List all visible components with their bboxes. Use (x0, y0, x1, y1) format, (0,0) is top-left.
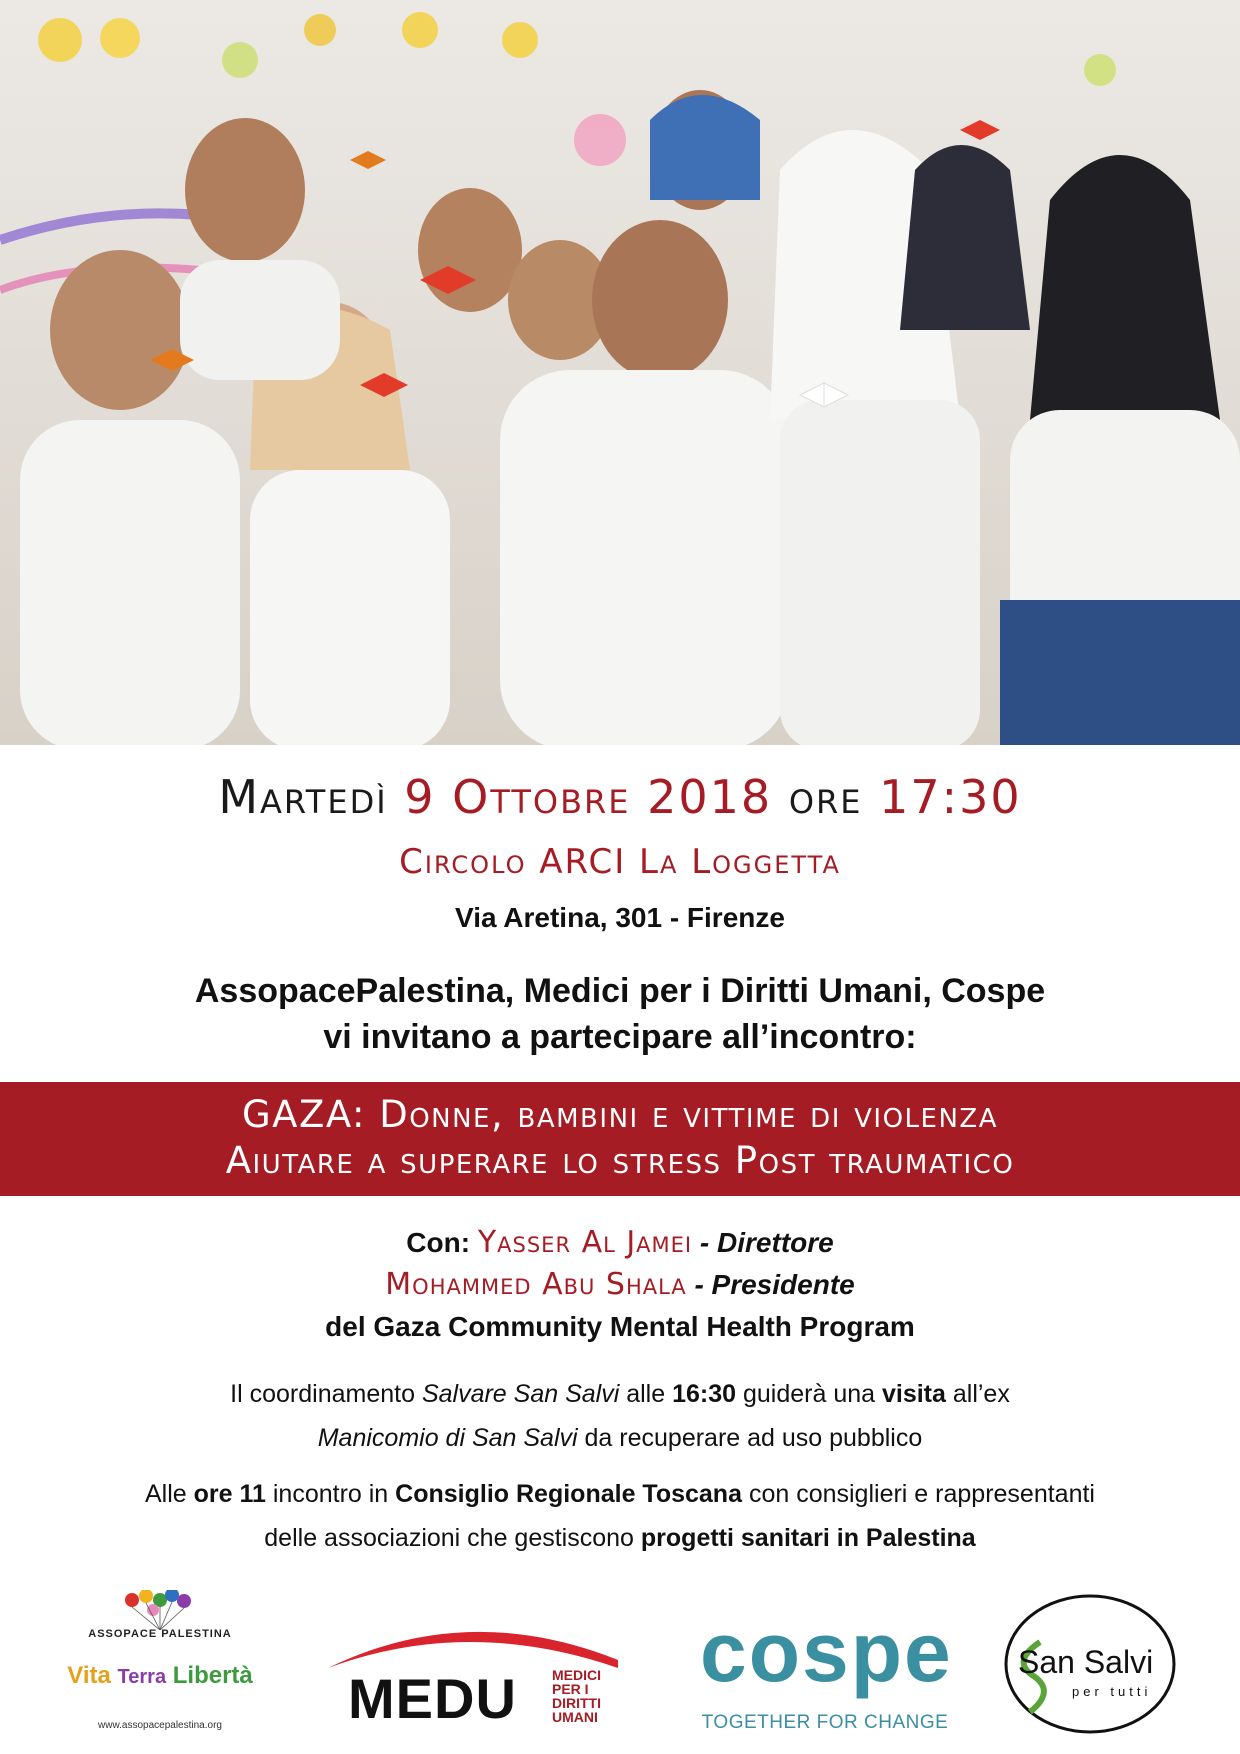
visit-line-1 (0, 1372, 1240, 1416)
medu-sub-3: DIRITTI (552, 1695, 601, 1711)
assopace-logo (60, 1590, 260, 1740)
visit-text: all’ex (945, 1380, 1010, 1408)
motto-liberta: Libertà (172, 1662, 253, 1689)
visit-text: alle (619, 1380, 673, 1408)
motto-terra: Terra (117, 1666, 167, 1688)
event-time: 17:30 (879, 770, 1022, 824)
visit-time: 16:30 (672, 1380, 737, 1408)
hero-photo (0, 0, 1240, 745)
assopace-title: ASSOPACE PALESTINA (88, 1628, 232, 1640)
medu-logo (318, 1610, 638, 1740)
invitation-text (0, 968, 1240, 1060)
sansalvi-tagline: per tutti (1072, 1684, 1152, 1699)
medu-sub-1: MEDICI (552, 1667, 601, 1683)
assopace-motto (60, 1662, 260, 1690)
motto-vita: Vita (67, 1662, 111, 1689)
speaker-organization: del Gaza Community Mental Health Program (325, 1311, 915, 1342)
title-banner (0, 1082, 1240, 1196)
medu-sub-4: UMANI (552, 1709, 598, 1725)
sansalvi-logo (1000, 1592, 1180, 1737)
banner-line-1: GAZA: Donne, bambini e vittime di violenza (241, 1093, 999, 1136)
sansalvi-wordmark: San Salvi (1018, 1644, 1154, 1680)
event-date: 9 Ottobre 2018 (404, 770, 773, 824)
speaker-line-1 (0, 1222, 1240, 1264)
medu-subtitle (552, 1668, 601, 1724)
speaker-2-name: Mohammed Abu Shala (385, 1267, 687, 1302)
cospe-wordmark: cospe (700, 1605, 953, 1699)
group-photo-illustration (0, 0, 1240, 745)
meeting-text: incontro in (265, 1480, 396, 1508)
meeting-line-2 (0, 1516, 1240, 1560)
event-day: Martedì (218, 770, 388, 824)
invitation-line-1: AssopacePalestina, Medici per i Diritti Umani, Cospe (194, 972, 1046, 1010)
medu-arc-icon (318, 1610, 638, 1670)
meeting-line-1 (0, 1472, 1240, 1516)
meeting-place: Consiglio Regionale Toscana (395, 1480, 742, 1508)
meeting-paragraph (0, 1472, 1240, 1560)
visit-paragraph (0, 1372, 1240, 1460)
speaker-2-role: - Presidente (694, 1269, 855, 1300)
event-address: Via Aretina, 301 - Firenze (455, 902, 785, 933)
visit-text: da recuperare ad uso pubblico (577, 1424, 923, 1452)
invitation-line-2: vi invitano a partecipare all’incontro: (323, 1018, 917, 1056)
meeting-time: ore 11 (193, 1480, 266, 1508)
visit-line-2 (0, 1416, 1240, 1460)
assopace-url: www.assopacepalestina.org (98, 1720, 222, 1731)
event-venue: Circolo ARCI La Loggetta (399, 842, 841, 882)
event-ore-label: ore (788, 770, 863, 824)
banner-line-2: Aiutare a superare lo stress Post traumatico (225, 1139, 1015, 1182)
speaker-1-name: Yasser Al Jamei (477, 1225, 693, 1260)
balloons-icon (60, 1590, 260, 1630)
visit-text: Il coordinamento (230, 1380, 422, 1408)
medu-wordmark: MEDU (348, 1667, 517, 1730)
meeting-text: Alle (145, 1480, 194, 1508)
visit-place: Manicomio di San Salvi (317, 1424, 578, 1452)
visit-keyword: visita (881, 1380, 946, 1408)
visit-text: guiderà una (736, 1380, 882, 1408)
medu-sub-2: PER I (552, 1681, 589, 1697)
meeting-text: delle associazioni che gestiscono (264, 1524, 641, 1552)
speaker-1-role: - Direttore (699, 1227, 834, 1258)
meeting-topic: progetti sanitari in Palestina (640, 1524, 976, 1552)
cospe-tagline: TOGETHER FOR CHANGE (701, 1712, 949, 1733)
cospe-logo (700, 1605, 953, 1742)
speaker-line-2 (0, 1264, 1240, 1306)
visit-org: Salvare San Salvi (421, 1380, 620, 1408)
meeting-text: con consiglieri e rappresentanti (742, 1480, 1095, 1508)
event-date-line (0, 770, 1240, 824)
logos-row (0, 1570, 1240, 1740)
con-label: Con: (406, 1227, 471, 1258)
speakers-block (0, 1222, 1240, 1348)
